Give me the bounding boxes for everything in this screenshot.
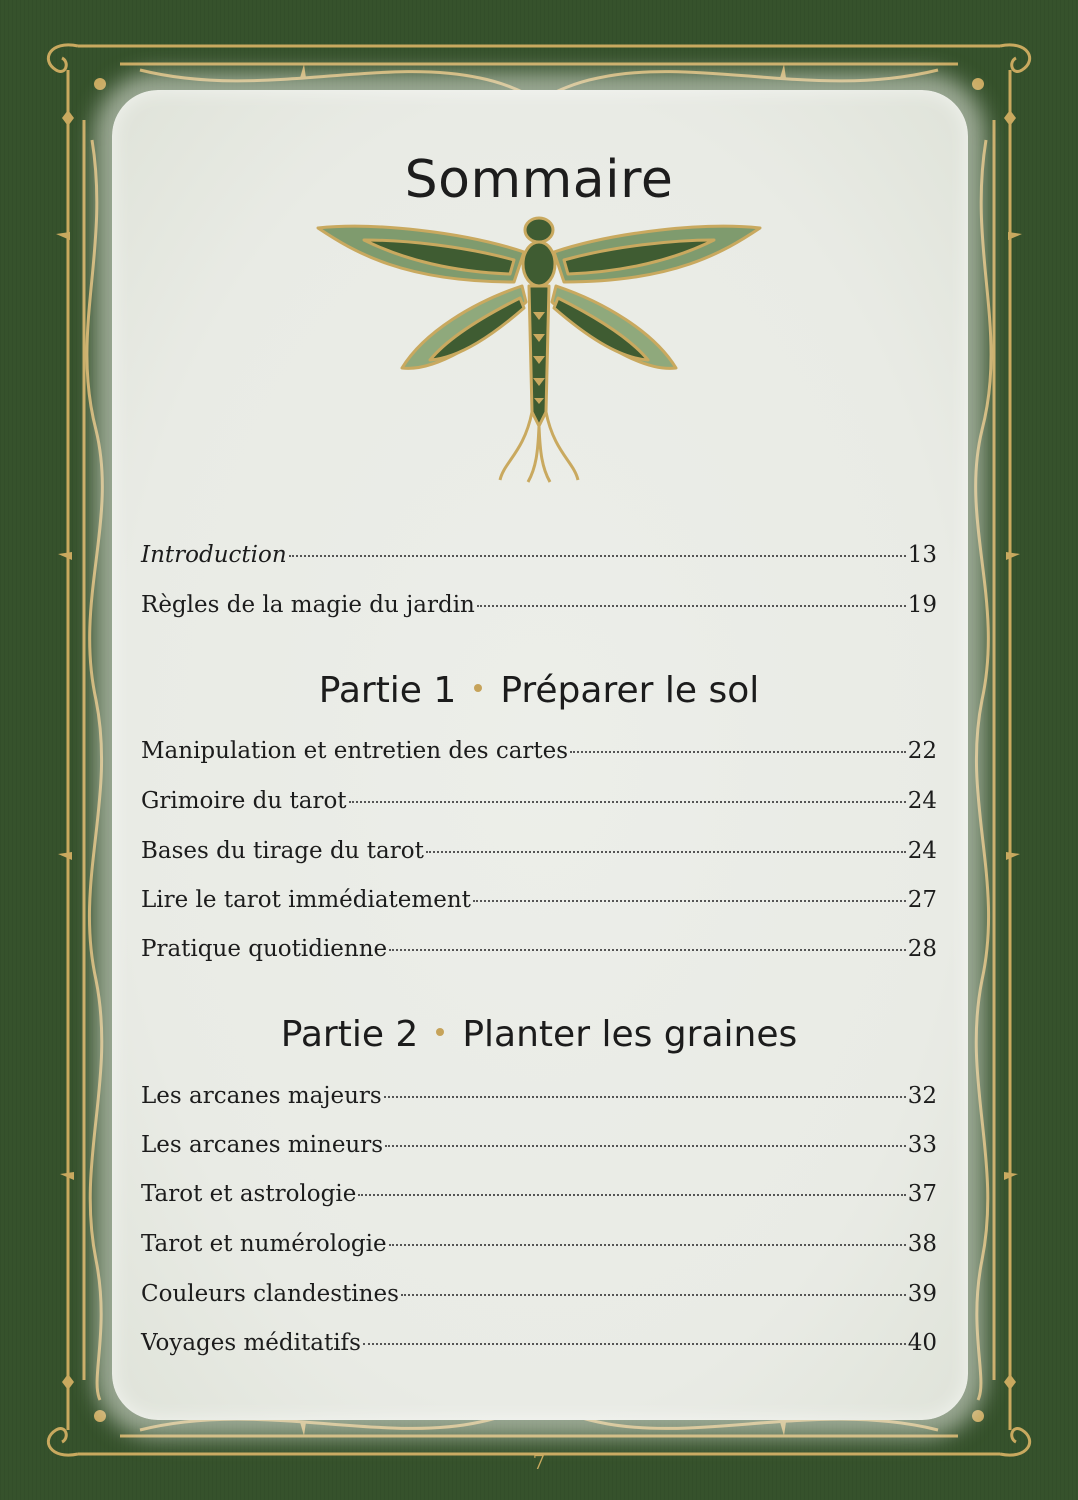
- toc-entry-page: 32: [907, 1083, 937, 1109]
- dot-leader: [570, 751, 906, 753]
- bullet-icon: [436, 1028, 444, 1036]
- dot-leader: [426, 851, 906, 853]
- toc-entry-page: 33: [907, 1132, 937, 1158]
- page-title: Sommaire: [404, 150, 674, 210]
- dot-leader: [363, 1343, 906, 1345]
- toc-entry-label: Tarot et astrologie: [141, 1181, 357, 1207]
- dragonfly-icon: [314, 212, 764, 492]
- toc-entry-label: Tarot et numérologie: [141, 1231, 387, 1257]
- toc-entry[interactable]: [141, 1083, 937, 1109]
- toc-entry-label: Voyages méditatifs: [141, 1330, 361, 1356]
- toc-entry-page: 39: [907, 1281, 937, 1307]
- dot-leader: [349, 801, 906, 803]
- toc-entry[interactable]: [141, 1330, 937, 1356]
- part-number: Partie 1: [318, 670, 457, 711]
- toc-entry[interactable]: [141, 1132, 937, 1158]
- toc-entry[interactable]: [141, 788, 937, 814]
- part-number: Partie 2: [280, 1014, 419, 1055]
- dot-leader: [401, 1294, 906, 1296]
- toc-entry[interactable]: [141, 936, 937, 962]
- toc-entry-label: Les arcanes majeurs: [141, 1083, 382, 1109]
- dot-leader: [358, 1194, 905, 1196]
- toc-entry[interactable]: [141, 887, 937, 913]
- toc-entry-page: 28: [907, 936, 937, 962]
- dot-leader: [473, 900, 906, 902]
- toc-entry-regles[interactable]: [141, 592, 937, 618]
- toc-entry-page: 24: [907, 838, 937, 864]
- toc-entry-label: Introduction: [141, 542, 287, 568]
- toc-entry[interactable]: [141, 738, 937, 764]
- toc-entry-introduction[interactable]: [141, 542, 937, 568]
- toc-entry-page: 27: [907, 887, 937, 913]
- part-heading-1: [0, 670, 1078, 711]
- part-title: Préparer le sol: [500, 670, 760, 711]
- toc-entry[interactable]: [141, 838, 937, 864]
- toc-entry-label: Bases du tirage du tarot: [141, 838, 424, 864]
- toc-entry-page: 38: [907, 1231, 937, 1257]
- toc-entry[interactable]: [141, 1231, 937, 1257]
- dot-leader: [289, 555, 906, 557]
- toc-entry-label: Règles de la magie du jardin: [141, 592, 475, 618]
- toc-entry[interactable]: [141, 1281, 937, 1307]
- toc-entry[interactable]: [141, 1181, 937, 1207]
- dot-leader: [389, 949, 906, 951]
- toc-entry-label: Les arcanes mineurs: [141, 1132, 384, 1158]
- part-heading-2: [0, 1014, 1078, 1055]
- toc-entry-label: Pratique quotidienne: [141, 936, 388, 962]
- toc-entry-page: 13: [907, 542, 937, 568]
- page-number: 7: [532, 1450, 546, 1474]
- toc-entry-label: Grimoire du tarot: [141, 788, 347, 814]
- toc-entry-page: 40: [907, 1330, 937, 1356]
- toc-entry-page: 22: [907, 738, 937, 764]
- toc-entry-page: 24: [907, 788, 937, 814]
- bullet-icon: [474, 684, 482, 692]
- part-title: Planter les graines: [462, 1014, 798, 1055]
- dot-leader: [385, 1145, 906, 1147]
- toc-entry-page: 37: [907, 1181, 937, 1207]
- toc-entry-label: Manipulation et entretien des cartes: [141, 738, 569, 764]
- toc-entry-page: 19: [907, 592, 937, 618]
- toc-entry-label: Lire le tarot immédiatement: [141, 887, 471, 913]
- toc-entry-label: Couleurs clandestines: [141, 1281, 399, 1307]
- dot-leader: [384, 1096, 906, 1098]
- dot-leader: [477, 605, 906, 607]
- dot-leader: [389, 1244, 906, 1246]
